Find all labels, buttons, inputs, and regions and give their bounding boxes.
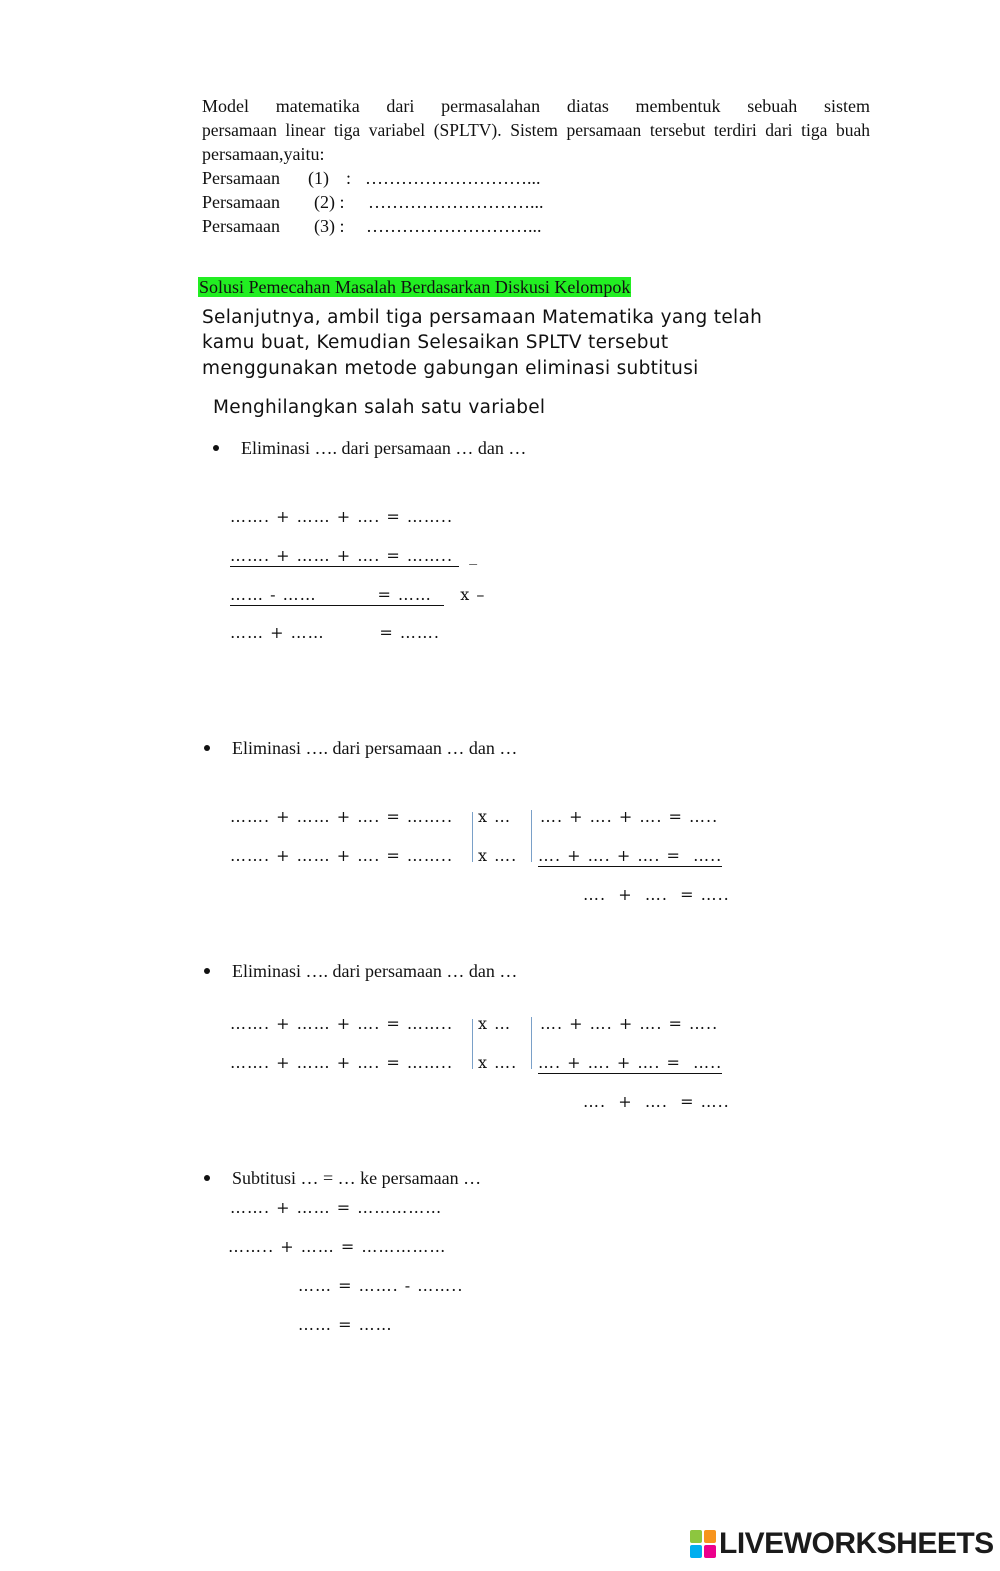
bullet-eliminasi-1	[213, 438, 526, 459]
block2-left-1[interactable]: ……. + …… + …. = ……..	[230, 807, 454, 826]
equation-label: Persamaan	[202, 216, 280, 236]
logo-square	[704, 1530, 716, 1543]
block1-row-2-expr[interactable]: ……. + …… + …. = ……..	[230, 546, 460, 565]
block2-mul-2[interactable]: x ….	[478, 846, 518, 865]
block1-row-2	[230, 546, 478, 565]
bullet-text: Eliminasi …. dari persamaan … dan …	[241, 438, 527, 458]
multiply-minus-operator: x –	[460, 585, 486, 604]
block3-right-2	[538, 1053, 722, 1072]
block2-right-1[interactable]: …. + …. + …. = …..	[540, 807, 719, 826]
block1-row-4[interactable]: …… + …… = …….	[230, 623, 440, 642]
block2-left-2[interactable]: ……. + …… + …. = ……..	[230, 846, 454, 865]
block3-left-1[interactable]: ……. + …… + …. = ……..	[230, 1014, 454, 1033]
section-heading-text: Solusi Pemecahan Masalah Berdasarkan Diskusi Kelompok	[199, 277, 631, 297]
divider-line	[531, 1017, 532, 1069]
liveworksheets-logo-text: LIVEWORKSHEETS	[719, 1527, 994, 1560]
bullet-icon	[204, 1175, 210, 1181]
bullet-text: Eliminasi …. dari persamaan … dan …	[232, 961, 518, 981]
block2-right-2-expr[interactable]: …. + …. + …. = …..	[538, 846, 723, 865]
logo-square	[690, 1545, 702, 1558]
bullet-subtitusi	[204, 1168, 481, 1189]
bullet-eliminasi-3	[204, 961, 517, 982]
instruction-line-3: menggunakan metode gabungan eliminasi subtitusi	[202, 358, 699, 379]
block3-left-2[interactable]: ……. + …… + …. = ……..	[230, 1053, 454, 1072]
block1-row-3-expr[interactable]: …… - …… = ……	[230, 585, 445, 604]
block2-mul-1[interactable]: x …	[478, 807, 512, 826]
bullet-icon	[213, 445, 219, 451]
equation-number: (3) :	[314, 216, 345, 236]
intro-line-2: persamaan linear tiga variabel (SPLTV). Sistem persamaan tersebut terdiri dari tiga buah	[202, 120, 870, 140]
bullet-icon	[204, 968, 210, 974]
equation-blank[interactable]: ………………………...	[365, 168, 541, 188]
divider-line	[472, 1019, 473, 1069]
divider-line	[472, 812, 473, 862]
block3-right-2-expr[interactable]: …. + …. + …. = …..	[538, 1053, 723, 1072]
block4-row-3[interactable]: …… = ……. - ……..	[298, 1276, 464, 1295]
block3-result[interactable]: …. + …. = …..	[583, 1092, 730, 1111]
bullet-eliminasi-2	[204, 738, 517, 759]
logo-square	[704, 1545, 716, 1558]
divider-line	[531, 810, 532, 862]
block2-right-2	[538, 846, 722, 865]
block1-row-1[interactable]: ……. + …… + …. = ……..	[230, 507, 454, 526]
bullet-icon	[204, 745, 210, 751]
equation-number: (2) :	[314, 192, 345, 212]
instruction-line-2: kamu buat, Kemudian Selesaikan SPLTV tersebut	[202, 332, 669, 353]
equation-label: Persamaan	[202, 192, 280, 212]
liveworksheets-logo-icon	[690, 1530, 716, 1558]
subheading: Menghilangkan salah satu variabel	[213, 397, 546, 418]
block3-right-1[interactable]: …. + …. + …. = …..	[540, 1014, 719, 1033]
block4-row-2[interactable]: …….. + …… = ……………	[228, 1237, 447, 1256]
block3-mul-1[interactable]: x …	[478, 1014, 512, 1033]
block4-row-4[interactable]: …… = ……	[298, 1315, 393, 1334]
equation-blank[interactable]: ………………………...	[368, 192, 544, 212]
bullet-text: Eliminasi …. dari persamaan … dan …	[232, 738, 518, 758]
section-heading	[198, 277, 631, 298]
equation-row-3	[202, 216, 602, 240]
minus-operator: _	[469, 546, 479, 565]
equation-blank[interactable]: ………………………...	[366, 216, 542, 236]
block3-mul-2[interactable]: x ….	[478, 1053, 518, 1072]
liveworksheets-logo	[690, 1526, 994, 1562]
intro-line-3: persamaan,yaitu:	[202, 144, 325, 164]
equation-colon: :	[346, 168, 352, 188]
equation-row-2	[202, 192, 602, 216]
block4-row-1[interactable]: ……. + …… = ……………	[230, 1198, 443, 1217]
equation-number: (1)	[308, 168, 329, 188]
bullet-text: Subtitusi … = … ke persamaan …	[232, 1168, 482, 1188]
logo-square	[690, 1530, 702, 1543]
intro-line-1: Model matematika dari permasalahan diatas membentuk sebuah sistem	[202, 96, 870, 116]
equation-row-1	[202, 168, 602, 192]
block1-row-3	[230, 585, 485, 604]
instruction-line-1: Selanjutnya, ambil tiga persamaan Matematika yang telah	[202, 307, 763, 328]
equation-label: Persamaan	[202, 168, 280, 188]
block2-result[interactable]: …. + …. = …..	[583, 885, 730, 904]
